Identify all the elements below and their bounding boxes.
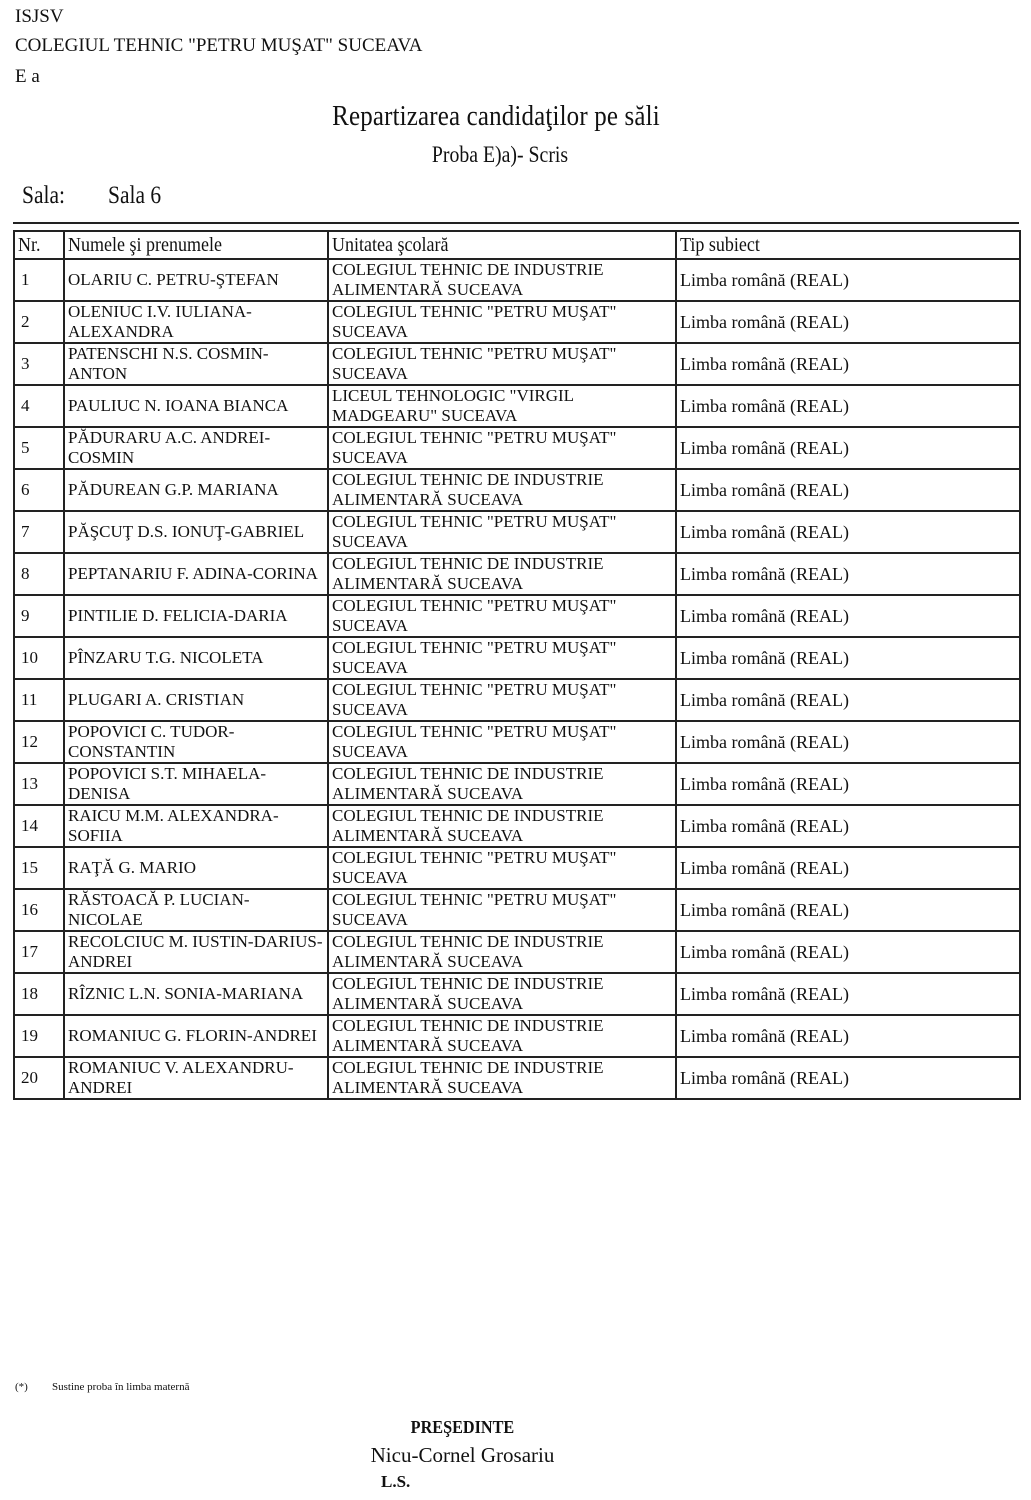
table-row xyxy=(14,679,1020,721)
subject-type: Limba română (REAL) xyxy=(676,511,1020,553)
table-row xyxy=(14,763,1020,805)
school-unit: COLEGIUL TEHNIC DE INDUSTRIE ALIMENTARĂ SUCEAVA xyxy=(328,973,676,1015)
row-number: 9 xyxy=(14,595,64,637)
subject-type: Limba română (REAL) xyxy=(676,259,1020,301)
subject-type: Limba română (REAL) xyxy=(676,385,1020,427)
table-row xyxy=(14,973,1020,1015)
subject-type: Limba română (REAL) xyxy=(676,637,1020,679)
subject-type: Limba română (REAL) xyxy=(676,973,1020,1015)
subject-type: Limba română (REAL) xyxy=(676,931,1020,973)
school-unit: COLEGIUL TEHNIC "PETRU MUŞAT" SUCEAVA xyxy=(328,595,676,637)
row-number: 3 xyxy=(14,343,64,385)
candidate-name: PĂDUREAN G.P. MARIANA xyxy=(64,469,328,511)
subject-type: Limba română (REAL) xyxy=(676,469,1020,511)
column-header-school-label: Unitatea şcolară xyxy=(332,234,449,256)
school-unit: COLEGIUL TEHNIC DE INDUSTRIE ALIMENTARĂ SUCEAVA xyxy=(328,1057,676,1099)
candidate-name: RĂSTOACĂ P. LUCIAN-NICOLAE xyxy=(64,889,328,931)
table-row xyxy=(14,427,1020,469)
row-number: 15 xyxy=(14,847,64,889)
table-row xyxy=(14,469,1020,511)
school-unit: COLEGIUL TEHNIC "PETRU MUŞAT" SUCEAVA xyxy=(328,427,676,469)
signature-role: PREŞEDINTE xyxy=(410,1417,515,1437)
subject-type: Limba română (REAL) xyxy=(676,763,1020,805)
school-unit: COLEGIUL TEHNIC "PETRU MUŞAT" SUCEAVA xyxy=(328,679,676,721)
candidate-name: POPOVICI S.T. MIHAELA-DENISA xyxy=(64,763,328,805)
school-unit: COLEGIUL TEHNIC DE INDUSTRIE ALIMENTARĂ SUCEAVA xyxy=(328,259,676,301)
row-number: 17 xyxy=(14,931,64,973)
candidate-name: ROMANIUC V. ALEXANDRU-ANDREI xyxy=(64,1057,328,1099)
subject-type: Limba română (REAL) xyxy=(676,805,1020,847)
page-subtitle: Proba E)a)- Scris xyxy=(431,142,569,167)
school-unit: COLEGIUL TEHNIC "PETRU MUŞAT" SUCEAVA xyxy=(328,343,676,385)
table-row xyxy=(14,553,1020,595)
footnote-text: Sustine proba în limba maternă xyxy=(52,1381,190,1393)
row-number: 16 xyxy=(14,889,64,931)
row-number: 12 xyxy=(14,721,64,763)
table-row xyxy=(14,721,1020,763)
column-header-school xyxy=(328,231,676,259)
school-unit: COLEGIUL TEHNIC DE INDUSTRIE ALIMENTARĂ SUCEAVA xyxy=(328,469,676,511)
page-title: Repartizarea candidaţilor pe săli xyxy=(332,100,660,132)
subject-type: Limba română (REAL) xyxy=(676,721,1020,763)
subject-type: Limba română (REAL) xyxy=(676,301,1020,343)
row-number: 7 xyxy=(14,511,64,553)
candidate-name: PĂŞCUŢ D.S. IONUŢ-GABRIEL xyxy=(64,511,328,553)
row-number: 11 xyxy=(14,679,64,721)
school-unit: LICEUL TEHNOLOGIC "VIRGIL MADGEARU" SUCEAVA xyxy=(328,385,676,427)
school-unit: COLEGIUL TEHNIC "PETRU MUŞAT" SUCEAVA xyxy=(328,511,676,553)
column-header-name-label: Numele şi prenumele xyxy=(68,234,222,256)
room-label: Sala: xyxy=(22,182,65,209)
footnote-mark: (*) xyxy=(15,1381,28,1393)
school-unit: COLEGIUL TEHNIC DE INDUSTRIE ALIMENTARĂ SUCEAVA xyxy=(328,805,676,847)
candidate-name: RAICU M.M. ALEXANDRA-SOFIIA xyxy=(64,805,328,847)
table-row xyxy=(14,511,1020,553)
candidate-name: OLARIU C. PETRU-ŞTEFAN xyxy=(64,259,328,301)
table-row xyxy=(14,889,1020,931)
school-unit: COLEGIUL TEHNIC DE INDUSTRIE ALIMENTARĂ SUCEAVA xyxy=(328,553,676,595)
candidate-name: PINTILIE D. FELICIA-DARIA xyxy=(64,595,328,637)
table-row xyxy=(14,301,1020,343)
school-unit: COLEGIUL TEHNIC "PETRU MUŞAT" SUCEAVA xyxy=(328,889,676,931)
row-number: 18 xyxy=(14,973,64,1015)
row-number: 5 xyxy=(14,427,64,469)
subject-type: Limba română (REAL) xyxy=(676,427,1020,469)
subject-type: Limba română (REAL) xyxy=(676,595,1020,637)
table-row xyxy=(14,343,1020,385)
candidate-name: PÎNZARU T.G. NICOLETA xyxy=(64,637,328,679)
table-row xyxy=(14,1015,1020,1057)
column-header-subject xyxy=(676,231,1020,259)
candidate-name: PEPTANARIU F. ADINA-CORINA xyxy=(64,553,328,595)
row-number: 13 xyxy=(14,763,64,805)
subject-type: Limba română (REAL) xyxy=(676,553,1020,595)
row-number: 8 xyxy=(14,553,64,595)
column-header-name xyxy=(64,231,328,259)
table-header-row xyxy=(14,231,1020,259)
candidate-name: PAULIUC N. IOANA BIANCA xyxy=(64,385,328,427)
candidate-name: ROMANIUC G. FLORIN-ANDREI xyxy=(64,1015,328,1057)
table-row xyxy=(14,595,1020,637)
row-number: 20 xyxy=(14,1057,64,1099)
seal-mark: L.S. xyxy=(381,1472,411,1491)
candidate-name: OLENIUC I.V. IULIANA-ALEXANDRA xyxy=(64,301,328,343)
candidate-name: RECOLCIUC M. IUSTIN-DARIUS-ANDREI xyxy=(64,931,328,973)
candidate-name: POPOVICI C. TUDOR-CONSTANTIN xyxy=(64,721,328,763)
candidate-name: PĂDURARU A.C. ANDREI-COSMIN xyxy=(64,427,328,469)
school-unit: COLEGIUL TEHNIC "PETRU MUŞAT" SUCEAVA xyxy=(328,301,676,343)
table-body xyxy=(14,259,1020,1099)
candidate-name: RÎZNIC L.N. SONIA-MARIANA xyxy=(64,973,328,1015)
table-row xyxy=(14,805,1020,847)
school-unit: COLEGIUL TEHNIC DE INDUSTRIE ALIMENTARĂ SUCEAVA xyxy=(328,763,676,805)
school-unit: COLEGIUL TEHNIC DE INDUSTRIE ALIMENTARĂ SUCEAVA xyxy=(328,931,676,973)
school-unit: COLEGIUL TEHNIC "PETRU MUŞAT" SUCEAVA xyxy=(328,637,676,679)
signature-name: Nicu-Cornel Grosariu xyxy=(370,1443,555,1467)
subject-type: Limba română (REAL) xyxy=(676,679,1020,721)
school-unit: COLEGIUL TEHNIC DE INDUSTRIE ALIMENTARĂ SUCEAVA xyxy=(328,1015,676,1057)
header-divider xyxy=(13,222,1019,224)
table-row xyxy=(14,259,1020,301)
row-number: 6 xyxy=(14,469,64,511)
row-number: 2 xyxy=(14,301,64,343)
row-number: 19 xyxy=(14,1015,64,1057)
subject-type: Limba română (REAL) xyxy=(676,889,1020,931)
subject-type: Limba română (REAL) xyxy=(676,343,1020,385)
school-unit: COLEGIUL TEHNIC "PETRU MUŞAT" SUCEAVA xyxy=(328,721,676,763)
candidate-name: PLUGARI A. CRISTIAN xyxy=(64,679,328,721)
row-number: 10 xyxy=(14,637,64,679)
column-header-nr-label: Nr. xyxy=(18,234,41,256)
row-number: 14 xyxy=(14,805,64,847)
candidate-name: PATENSCHI N.S. COSMIN-ANTON xyxy=(64,343,328,385)
table-row xyxy=(14,1057,1020,1099)
room-value: Sala 6 xyxy=(108,182,162,209)
table-row xyxy=(14,931,1020,973)
subject-type: Limba română (REAL) xyxy=(676,847,1020,889)
row-number: 1 xyxy=(14,259,64,301)
school-unit: COLEGIUL TEHNIC "PETRU MUŞAT" SUCEAVA xyxy=(328,847,676,889)
table-row xyxy=(14,385,1020,427)
table-row xyxy=(14,847,1020,889)
header-exam-code: E a xyxy=(15,66,40,87)
candidates-table xyxy=(13,230,1021,1100)
column-header-nr xyxy=(14,231,64,259)
column-header-subject-label: Tip subiect xyxy=(680,234,760,256)
row-number: 4 xyxy=(14,385,64,427)
header-inspectorate: ISJSV xyxy=(15,6,64,27)
subject-type: Limba română (REAL) xyxy=(676,1015,1020,1057)
subject-type: Limba română (REAL) xyxy=(676,1057,1020,1099)
header-school: COLEGIUL TEHNIC "PETRU MUŞAT" SUCEAVA xyxy=(15,35,423,56)
candidate-name: RAŢĂ G. MARIO xyxy=(64,847,328,889)
table-row xyxy=(14,637,1020,679)
